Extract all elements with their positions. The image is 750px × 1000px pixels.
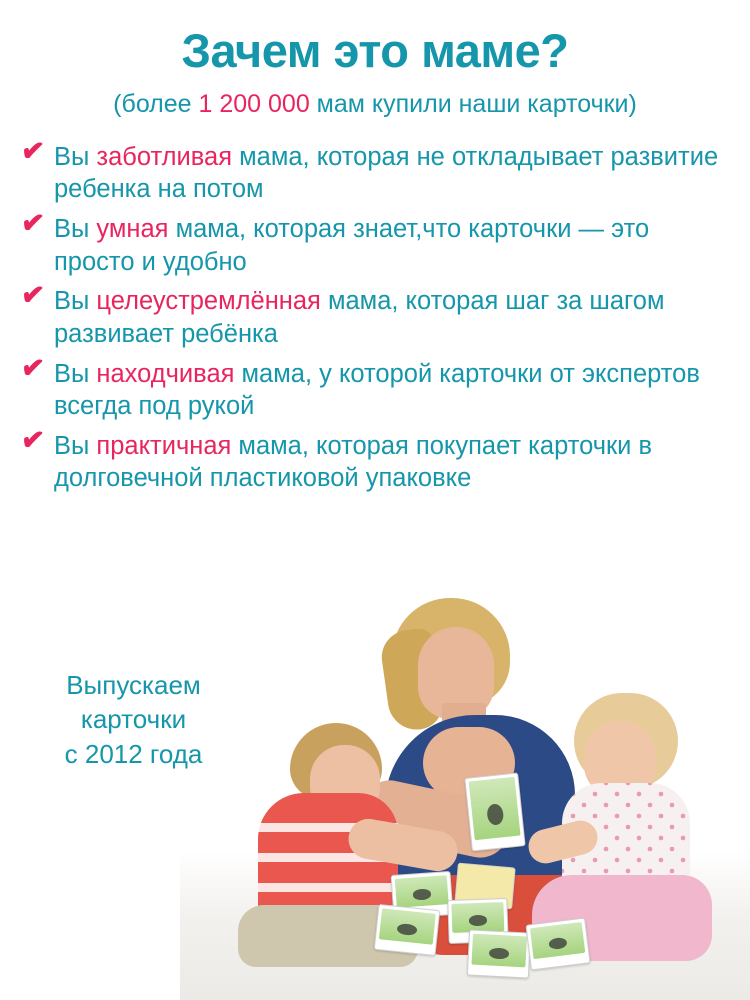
card-figure xyxy=(548,937,568,950)
list-item xyxy=(18,277,730,350)
card-figure xyxy=(489,948,509,960)
card-figure xyxy=(412,889,431,901)
list-item xyxy=(18,350,730,423)
benefit-highlight: практичная xyxy=(96,431,232,460)
boy-shirt-stripe xyxy=(258,883,398,892)
page-subtitle xyxy=(0,91,750,119)
subtitle-count: 1 200 000 xyxy=(198,90,310,119)
check-icon: ✔ xyxy=(19,205,46,242)
page-title: Зачем это маме? xyxy=(181,24,569,77)
check-icon: ✔ xyxy=(19,277,46,314)
flash-card xyxy=(467,929,531,978)
benefit-tail: мама, которая покупает карточки в долговечной пластиковой упаковке xyxy=(54,431,653,493)
card-illustration xyxy=(530,922,585,959)
check-icon: ✔ xyxy=(19,133,46,170)
card-illustration xyxy=(469,777,521,840)
benefit-highlight: целеустремлённая xyxy=(96,287,321,316)
flash-card-in-hand xyxy=(464,772,525,851)
card-illustration xyxy=(395,875,449,908)
check-icon: ✔ xyxy=(19,422,46,459)
subtitle-prefix: (более xyxy=(113,90,199,119)
card-figure xyxy=(397,923,417,936)
list-item xyxy=(18,205,730,278)
family-photo xyxy=(180,575,750,1000)
list-item xyxy=(18,422,730,495)
flash-card xyxy=(374,904,440,956)
check-icon: ✔ xyxy=(19,350,46,387)
benefit-tail: мама, у которой карточки от экспертов всегда под рукой xyxy=(54,359,700,421)
benefit-lead: Вы xyxy=(54,359,97,388)
card-illustration xyxy=(471,934,527,968)
benefit-highlight: заботливая xyxy=(96,142,233,171)
card-figure xyxy=(486,803,505,826)
since-line-3: с 2012 года xyxy=(64,738,203,769)
since-line-1: Выпускаем xyxy=(66,670,201,700)
benefit-tail: мама, которая шаг за шагом развивает ребёнка xyxy=(54,287,665,348)
benefit-highlight: находчивая xyxy=(96,359,235,388)
card-illustration xyxy=(451,902,504,933)
flash-card xyxy=(525,918,590,971)
card-illustration xyxy=(379,908,436,944)
benefit-lead: Вы xyxy=(54,215,97,244)
benefit-lead: Вы xyxy=(54,142,97,171)
benefit-lead: Вы xyxy=(54,431,97,460)
card-figure xyxy=(468,915,487,926)
benefit-highlight: умная xyxy=(96,215,169,244)
benefit-tail: мама, которая не откладывает развитие ребенка на потом xyxy=(54,142,719,204)
subtitle-suffix: мам купили наши карточки) xyxy=(309,90,637,119)
list-item xyxy=(18,133,730,206)
benefit-lead: Вы xyxy=(54,287,97,316)
benefits-list xyxy=(0,133,750,495)
since-line-2: карточки xyxy=(80,704,187,735)
benefit-tail: мама, которая знает,что карточки — это просто и удобно xyxy=(54,215,650,276)
